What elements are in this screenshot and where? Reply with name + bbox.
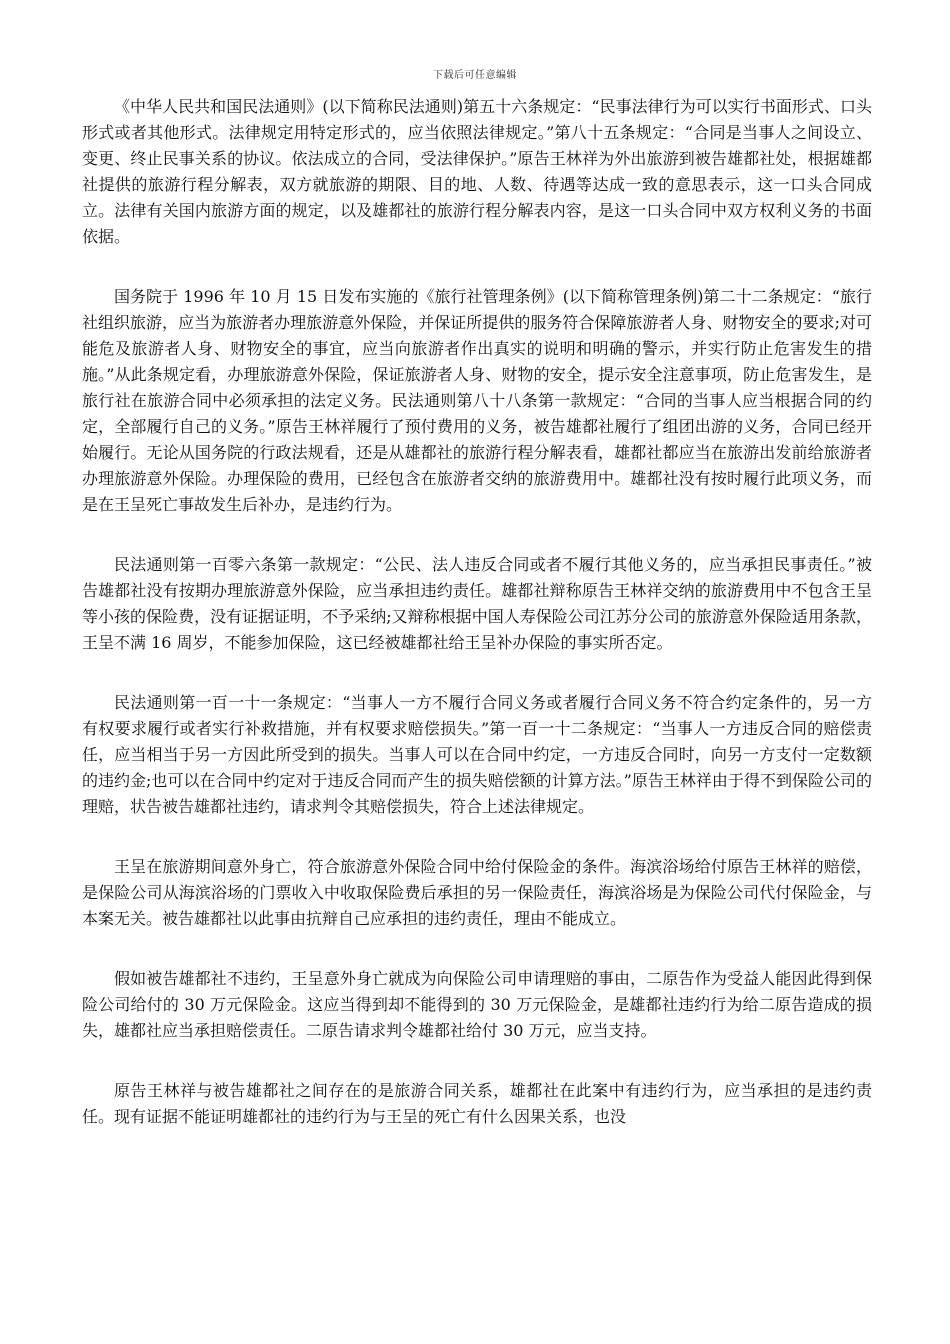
paragraph-3: 民法通则第一百零六条第一款规定：“公民、法人违反合同或者不履行其他义务的，应当承担民事责任。”被告雄都社没有按期办理旅游意外保险，应当承担违约责任。雄都社辩称原告王林祥交纳的旅游费用中不包含王呈等小孩的保险费，没有证据证明，不予采纳;又辩称根据中国人寿保险公司江苏分公司的旅游意外保险适用条款，王呈不满 16 周岁，不能参加保险，这已经被雄都社给王呈补办保险的事实所否定。	[82, 555, 872, 652]
paragraph-2: 国务院于 1996 年 10 月 15 日发布实施的《旅行社管理条例》(以下简称管理条例)第二十二条规定：“旅行社组织旅游，应当为旅游者办理旅游意外保险，并保证所提供的服务符合保障旅游者人身、财物安全的要求;对可能危及旅游者人身、财物安全的事宜，应当向旅游者作出真实的说明和明确的警示，并实行防止危害发生的措施。”从此条规定看，办理旅游意外保险，保证旅游者人身、财物的安全，提示安全注意事项，防止危害发生，是旅行社在旅游合同中必须承担的法定义务。民法通则第八十八条第一款规定：“合同的当事人应当根据合同的约定，全部履行自己的义务。”原告王林祥履行了预付费用的义务，被告雄都社履行了组团出游的义务，合同已经开始履行。无论从国务院的行政法规看，还是从雄都社的旅游行程分解表看，雄都社都应当在旅游出发前给旅游者办理旅游意外保险。办理保险的费用，已经包含在旅游者交纳的旅游费用中。雄都社没有按时履行此项义务，而是在王呈死亡事故发生后补办，是违约行为。	[82, 287, 872, 514]
paragraph-7: 原告王林祥与被告雄都社之间存在的是旅游合同关系，雄都社在此案中有违约行为，应当承担的是违约责任。现有证据不能证明雄都社的违约行为与王呈的死亡有什么因果关系，也没	[82, 1081, 872, 1126]
paragraph-1: 《中华人民共和国民法通则》(以下简称民法通则)第五十六条规定：“民事法律行为可以实行书面形式、口头形式或者其他形式。法律规定用特定形式的，应当依照法律规定。”第八十五条规定：“合同是当事人之间设立、变更、终止民事关系的协议。依法成立的合同，受法律保护。”原告王林祥为外出旅游到被告雄都社处，根据雄都社提供的旅游行程分解表，双方就旅游的期限、目的地、人数、待遇等达成一致的意思表示，这一口头合同成立。法律有关国内旅游方面的规定，以及雄都社的旅游行程分解表内容，是这一口头合同中双方权利义务的书面依据。	[82, 97, 872, 246]
paragraph-6: 假如被告雄都社不违约，王呈意外身亡就成为向保险公司申请理赔的事由，二原告作为受益人能因此得到保险公司给付的 30 万元保险金。这应当得到却不能得到的 30 万元保险金，是雄都社违约行为给二原告造成的损失，雄都社应当承担赔偿责任。二原告请求判令雄都社给付 30 万元，应当支持。	[82, 969, 872, 1040]
paragraph-4: 民法通则第一百一十一条规定：“当事人一方不履行合同义务或者履行合同义务不符合约定条件的，另一方有权要求履行或者实行补救措施，并有权要求赔偿损失。”第一百一十二条规定：“当事人一方违反合同的赔偿责任，应当相当于另一方因此所受到的损失。当事人可以在合同中约定，一方违反合同时，向另一方支付一定数额的违约金;也可以在合同中约定对于违反合同而产生的损失赔偿额的计算方法。”原告王林祥由于得不到保险公司的理赔，状告被告雄都社违约，请求判令其赔偿损失，符合上述法律规定。	[82, 693, 872, 816]
paragraph-5: 王呈在旅游期间意外身亡，符合旅游意外保险合同中给付保险金的条件。海滨浴场给付原告王林祥的赔偿，是保险公司从海滨浴场的门票收入中收取保险费后承担的另一保险责任，海滨浴场是为保险公司代付保险金，与本案无关。被告雄都社以此事由抗辩自己应承担的违约责任，理由不能成立。	[82, 857, 872, 928]
page-header: 下载后可任意编辑	[433, 70, 517, 81]
document-body	[82, 94, 872, 1164]
